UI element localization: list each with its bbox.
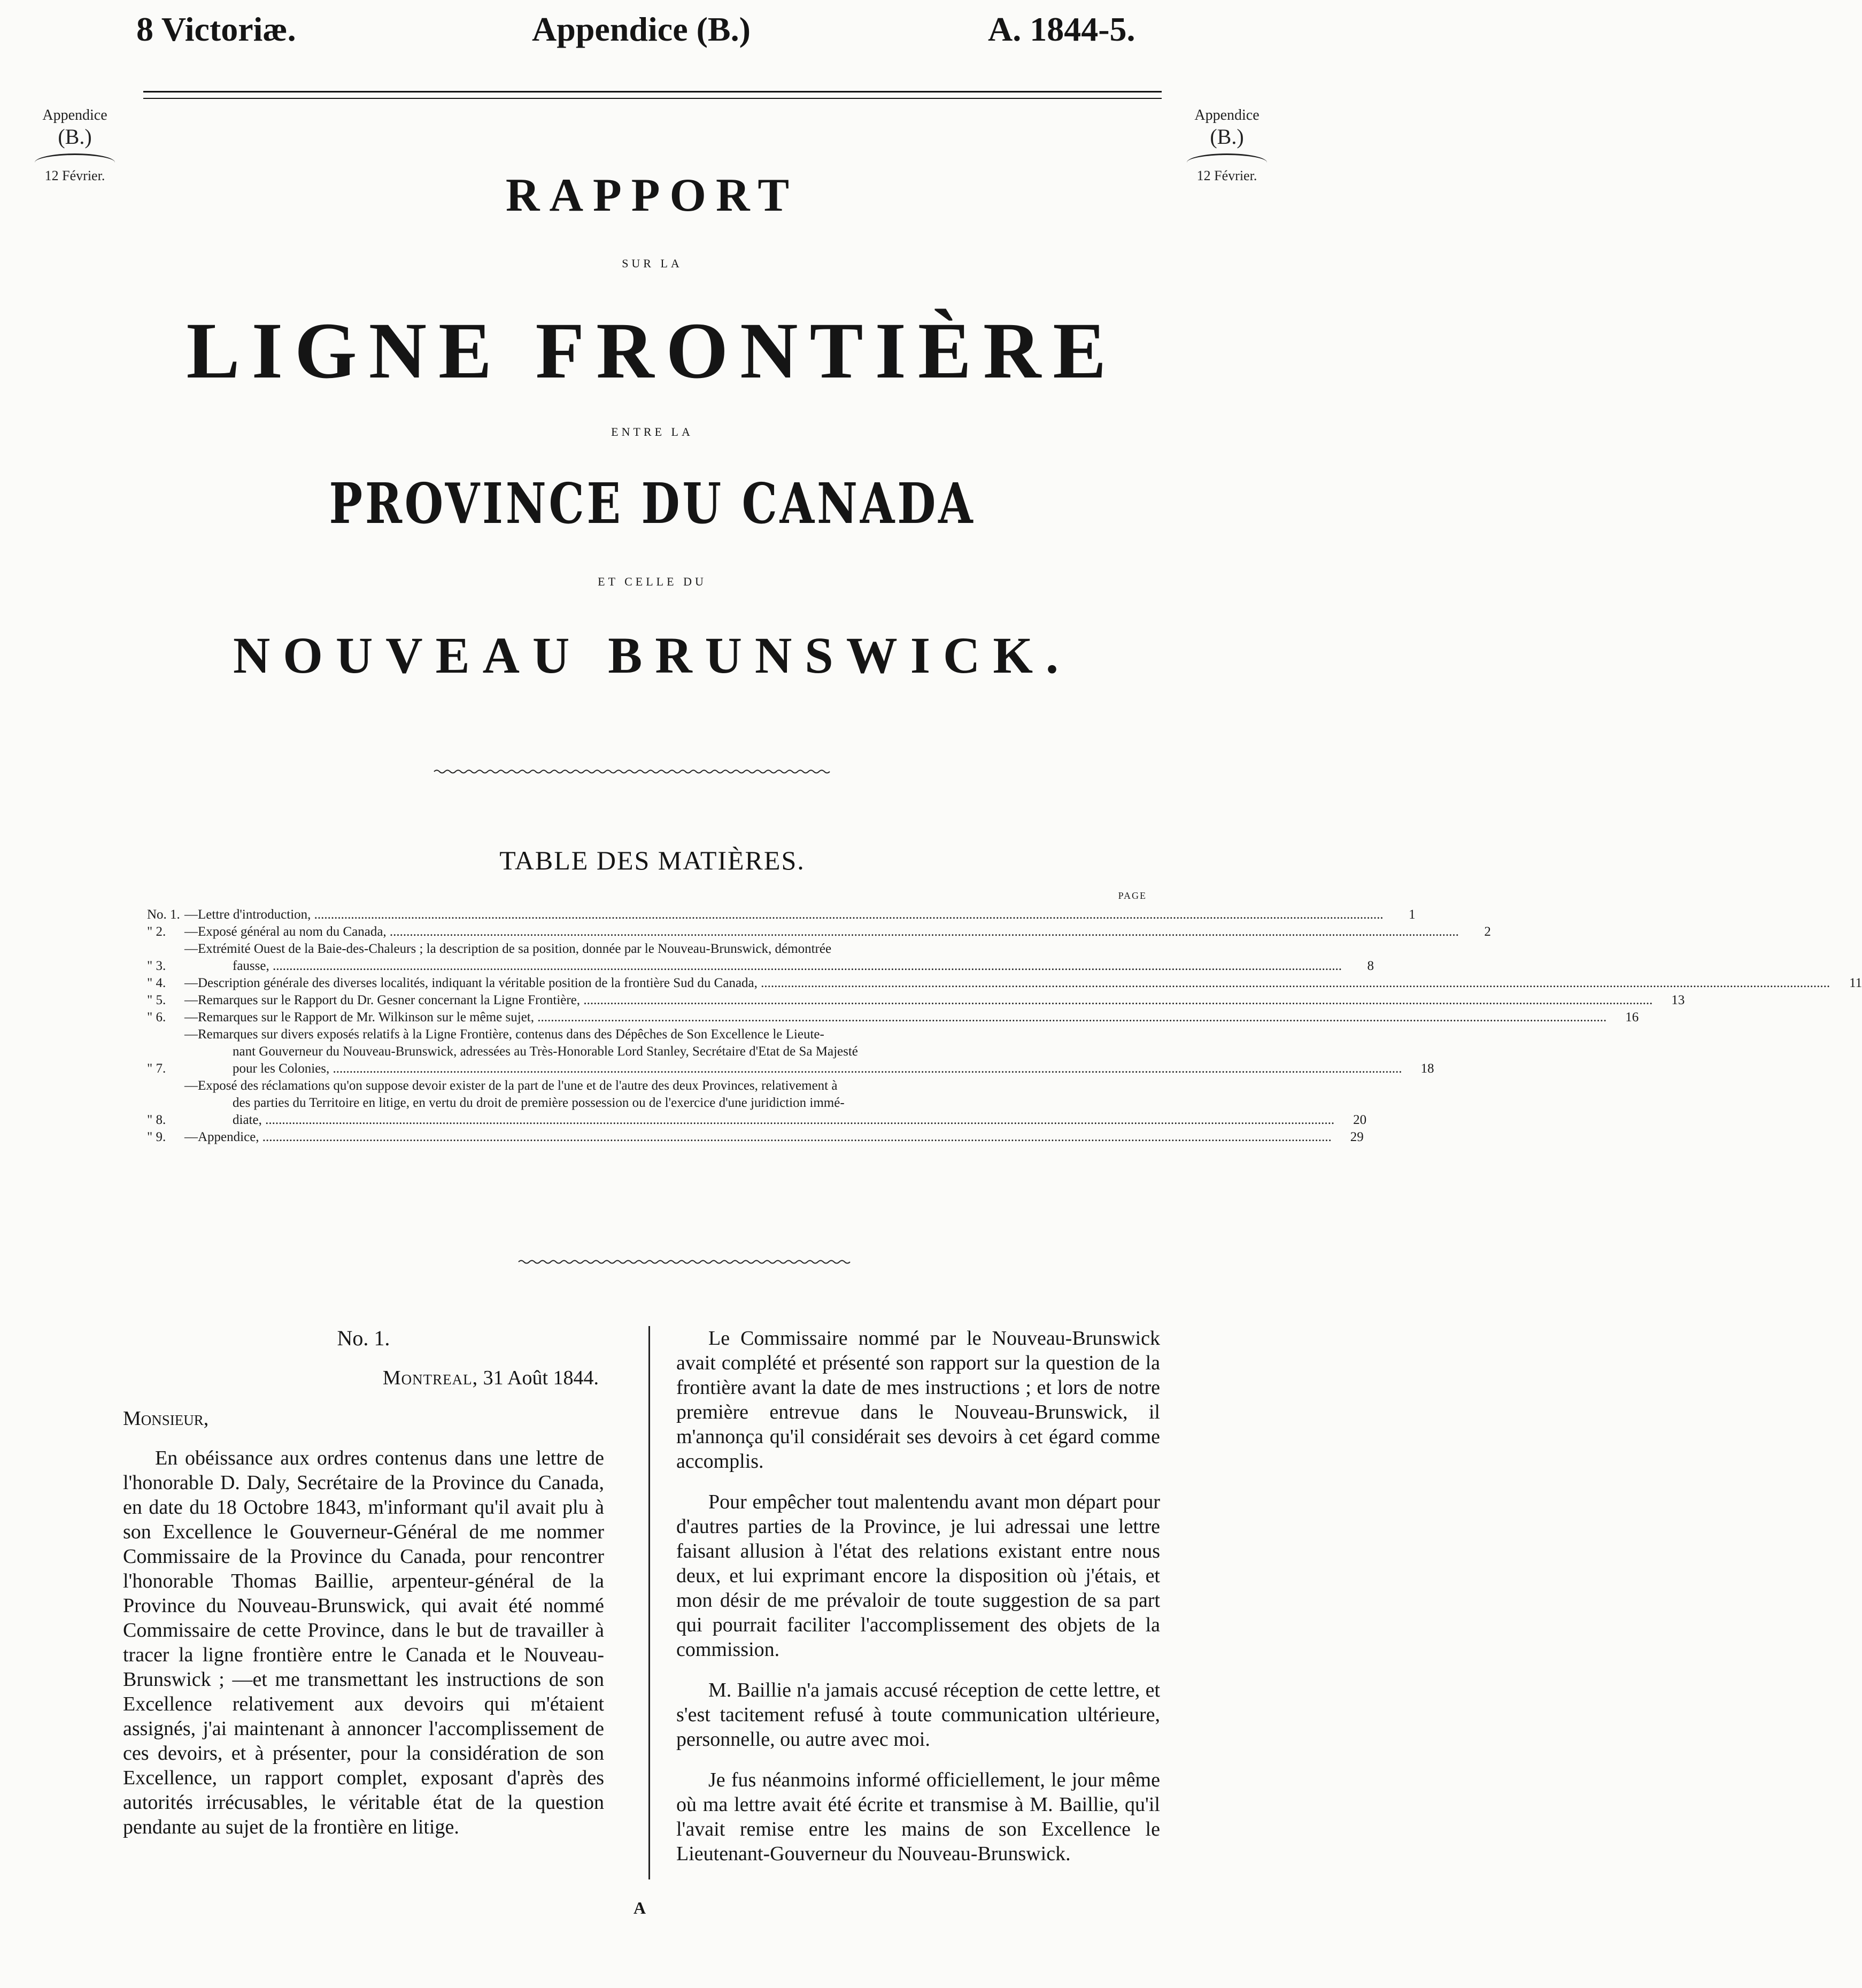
margin-appendix-letter: (B.)	[1210, 125, 1244, 149]
ornament-rule-2	[519, 1259, 850, 1265]
title-rapport: RAPPORT	[505, 169, 799, 221]
toc-leader-dots: ................................................................................................................................................................................................................................................................................................................................	[259, 1130, 1332, 1144]
toc-list	[147, 906, 1862, 1146]
toc-entry-continuation	[184, 1060, 1402, 1077]
toc-entry-text	[184, 1129, 1332, 1146]
header-year: A. 1844-5.	[988, 10, 1135, 48]
letter-dateline	[123, 1366, 604, 1390]
letter-salutation: Monsieur,	[123, 1407, 209, 1430]
toc-leader-dots: ................................................................................................................................................................................................................................................................................................................................	[534, 1010, 1607, 1024]
toc-entry-continuation-text: diate,	[233, 1113, 262, 1127]
margin-appendix-letter: (B.)	[58, 125, 92, 149]
toc-entry-number: No. 1.	[147, 907, 180, 922]
toc-entry-page: 13	[1671, 993, 1685, 1007]
header-appendix: Appendice (B.)	[532, 10, 751, 48]
toc-entry	[147, 1009, 1639, 1026]
ornament-rule	[434, 769, 830, 774]
toc-entry	[147, 1026, 1434, 1077]
letter-left-column	[123, 1326, 604, 1855]
margin-appendix-label: Appendice	[1194, 107, 1260, 124]
toc-entry-text	[184, 992, 1652, 1009]
letter-right-column	[676, 1326, 1160, 1882]
toc-entry	[147, 992, 1685, 1009]
margin-date: 12 Février.	[44, 168, 105, 183]
letter-paragraph: M. Baillie n'a jamais accusé réception de cette lettre, et s'est tacitement refusé à toute communication ultérieure, personnelle, ou autre avec moi.	[676, 1679, 1160, 1751]
toc-leader-dots: ................................................................................................................................................................................................................................................................................................................................	[311, 907, 1384, 922]
toc-entry	[147, 1077, 1367, 1129]
toc-entry-title: —Lettre d'introduction,	[184, 907, 311, 922]
toc-entry-title: —Remarques sur divers exposés relatifs à la Ligne Frontière, contenus dans des Dépêches de Son Excellence le Lieute-	[184, 1027, 824, 1042]
toc-entry-page: 8	[1367, 959, 1374, 973]
toc-leader-dots: ................................................................................................................................................................................................................................................................................................................................	[269, 959, 1342, 973]
letter-date: 31 Août 1844.	[483, 1367, 599, 1389]
toc-entry	[147, 906, 1416, 923]
toc-leader-dots: ................................................................................................................................................................................................................................................................................................................................	[261, 1113, 1335, 1127]
toc-entry-text	[184, 975, 1830, 992]
toc-page-header: PAGE	[1118, 890, 1147, 901]
toc-entry-title: —Exposé général au nom du Canada,	[184, 924, 387, 939]
toc-entry-text	[184, 1026, 1402, 1077]
toc-entry	[147, 923, 1491, 941]
toc-leader-dots: ................................................................................................................................................................................................................................................................................................................................	[386, 924, 1459, 939]
toc-entry	[147, 941, 1374, 975]
margin-date: 12 Février.	[1196, 168, 1257, 183]
toc-leader-dots: ................................................................................................................................................................................................................................................................................................................................	[329, 1061, 1402, 1076]
table-of-contents	[147, 890, 1862, 1146]
header-rule	[143, 91, 1162, 99]
toc-entry-number: " 9.	[147, 1130, 166, 1144]
toc-leader-dots: ................................................................................................................................................................................................................................................................................................................................	[580, 993, 1653, 1007]
toc-entry-text	[184, 1077, 1334, 1129]
toc-entry-page: 2	[1484, 924, 1491, 939]
title-ligne-frontiere: LIGNE FRONTIÈRE	[186, 306, 1118, 395]
toc-leader-dots: ................................................................................................................................................................................................................................................................................................................................	[757, 976, 1830, 990]
toc-entry-number: " 3.	[147, 959, 166, 973]
toc-entry-number: " 2.	[147, 924, 166, 939]
toc-entry-text	[184, 941, 1342, 975]
letter-number: No. 1.	[337, 1326, 390, 1350]
letter-paragraph: En obéissance aux ordres contenus dans une lettre de l'honorable D. Daly, Secrétaire de la Province du Canada, en date du 18 Octobre 1843, m'informant qu'il avait plu à son Excellence le Gouverneur-Général de me nommer Commissaire de la Province du Canada, pour rencontrer l'honorable Thomas Baillie, arpenteur-général de la Province du Nouveau-Brunswick, qui avait été nommé Commissaire de cette Province, dans le but de travailler à tracer la ligne frontière entre le Canada et le Nouveau-Brunswick ; —et me transmettant les instructions de son Excellence relativement aux devoirs qui m'étaient assignés, j'ai maintenant à annoncer l'accomplissement de ces devoirs, et à présenter, pour la considération de son Excellence, un rapport complet, exposant d'après des autorités irrécusables, le véritable état de la question pendante au sujet de la frontière en litige.	[123, 1447, 604, 1838]
letter-paragraph: Je fus néanmoins informé officiellement, le jour même où ma lettre avait été écrite et transmise à M. Baillie, qu'il l'avait remise entre les mains de son Excellence le Lieutenant-Gouverneur du Nouveau-Brunswick.	[676, 1769, 1160, 1865]
toc-entry-continuation-text: pour les Colonies,	[233, 1061, 330, 1076]
toc-entry-text	[184, 1009, 1606, 1026]
toc-entry-number: " 4.	[147, 976, 166, 990]
title-sur-la: SUR LA	[622, 257, 683, 270]
toc-entry-text	[184, 906, 1384, 923]
toc-entry-title: —Remarques sur le Rapport de Mr. Wilkinson sur le même sujet,	[184, 1010, 534, 1024]
toc-entry-continuation	[184, 958, 1342, 975]
toc-entry-page: 11	[1849, 976, 1862, 990]
title-et-celle: ET CELLE DU	[598, 575, 707, 588]
header-session: 8 Victoriæ.	[136, 10, 296, 48]
margin-brace	[35, 153, 115, 163]
toc-entry-number: " 7.	[147, 1061, 166, 1076]
toc-entry-title: —Remarques sur le Rapport du Dr. Gesner concernant la Ligne Frontière,	[184, 993, 581, 1007]
margin-brace	[1187, 153, 1267, 163]
toc-entry-title: —Extrémité Ouest de la Baie-des-Chaleurs ; la description de sa position, donnée par le Nouveau-Brunswick, démontrée	[184, 942, 832, 956]
toc-entry	[147, 975, 1862, 992]
toc-title: TABLE DES MATIÈRES.	[499, 845, 805, 875]
toc-entry-page: 20	[1353, 1113, 1367, 1127]
toc-entry-title: —Exposé des réclamations qu'on suppose devoir exister de la part de l'une et de l'autre des deux Provinces, relativement à	[184, 1078, 838, 1093]
toc-entry-text	[184, 923, 1459, 941]
toc-entry-number: " 8.	[147, 1113, 166, 1127]
title-province: PROVINCE DU CANADA	[329, 471, 976, 536]
letter-paragraph: Pour empêcher tout malentendu avant mon départ pour d'autres parties de la Province, je lui adressai une lettre faisant allusion à l'état des relations existant entre nous deux, et lui exprimant encore la disposition où j'étais, et mon désir de me prévaloir de toute suggestion de sa part qui pourrait faciliter l'accomplissement des objets de la commission.	[676, 1491, 1160, 1661]
toc-entry-number: " 6.	[147, 1010, 166, 1024]
toc-entry-page: 18	[1420, 1061, 1434, 1076]
letter-place: Montreal,	[382, 1367, 478, 1389]
toc-entry-page: 16	[1625, 1010, 1639, 1024]
toc-entry-number: " 5.	[147, 993, 166, 1007]
toc-entry-page: 1	[1409, 907, 1416, 922]
title-nouveau-brunswick: NOUVEAU BRUNSWICK.	[233, 627, 1072, 684]
toc-entry-page: 29	[1350, 1130, 1364, 1144]
toc-entry-continuation: des parties du Territoire en litige, en vertu du droit de première possession ou de l'exercice d'une juridiction immé-	[233, 1096, 845, 1110]
toc-entry-continuation	[184, 1112, 1334, 1129]
toc-entry	[147, 1129, 1364, 1146]
title-entre-la: ENTRE LA	[611, 425, 693, 438]
toc-entry-title: —Description générale des diverses localités, indiquant la véritable position de la frontière Sud du Canada,	[184, 976, 758, 990]
margin-appendix-label: Appendice	[42, 107, 107, 124]
letter-paragraph: Le Commissaire nommé par le Nouveau-Brunswick avait complété et présenté son rapport sur la question de la frontière avant la date de mes instructions ; et lors de notre première entrevue dans le Nouveau-Brunswick, il m'annonça qu'il considérait ses devoirs à cet égard comme accomplis.	[676, 1327, 1160, 1473]
toc-entry-title: —Appendice,	[184, 1130, 259, 1144]
toc-entry-continuation-text: fausse,	[233, 959, 269, 973]
toc-entry-continuation: nant Gouverneur du Nouveau-Brunswick, adressées au Très-Honorable Lord Stanley, Secrétaire d'Etat de Sa Majesté	[233, 1044, 858, 1059]
column-divider	[648, 1326, 650, 1879]
signature-mark: A	[633, 1898, 646, 1917]
